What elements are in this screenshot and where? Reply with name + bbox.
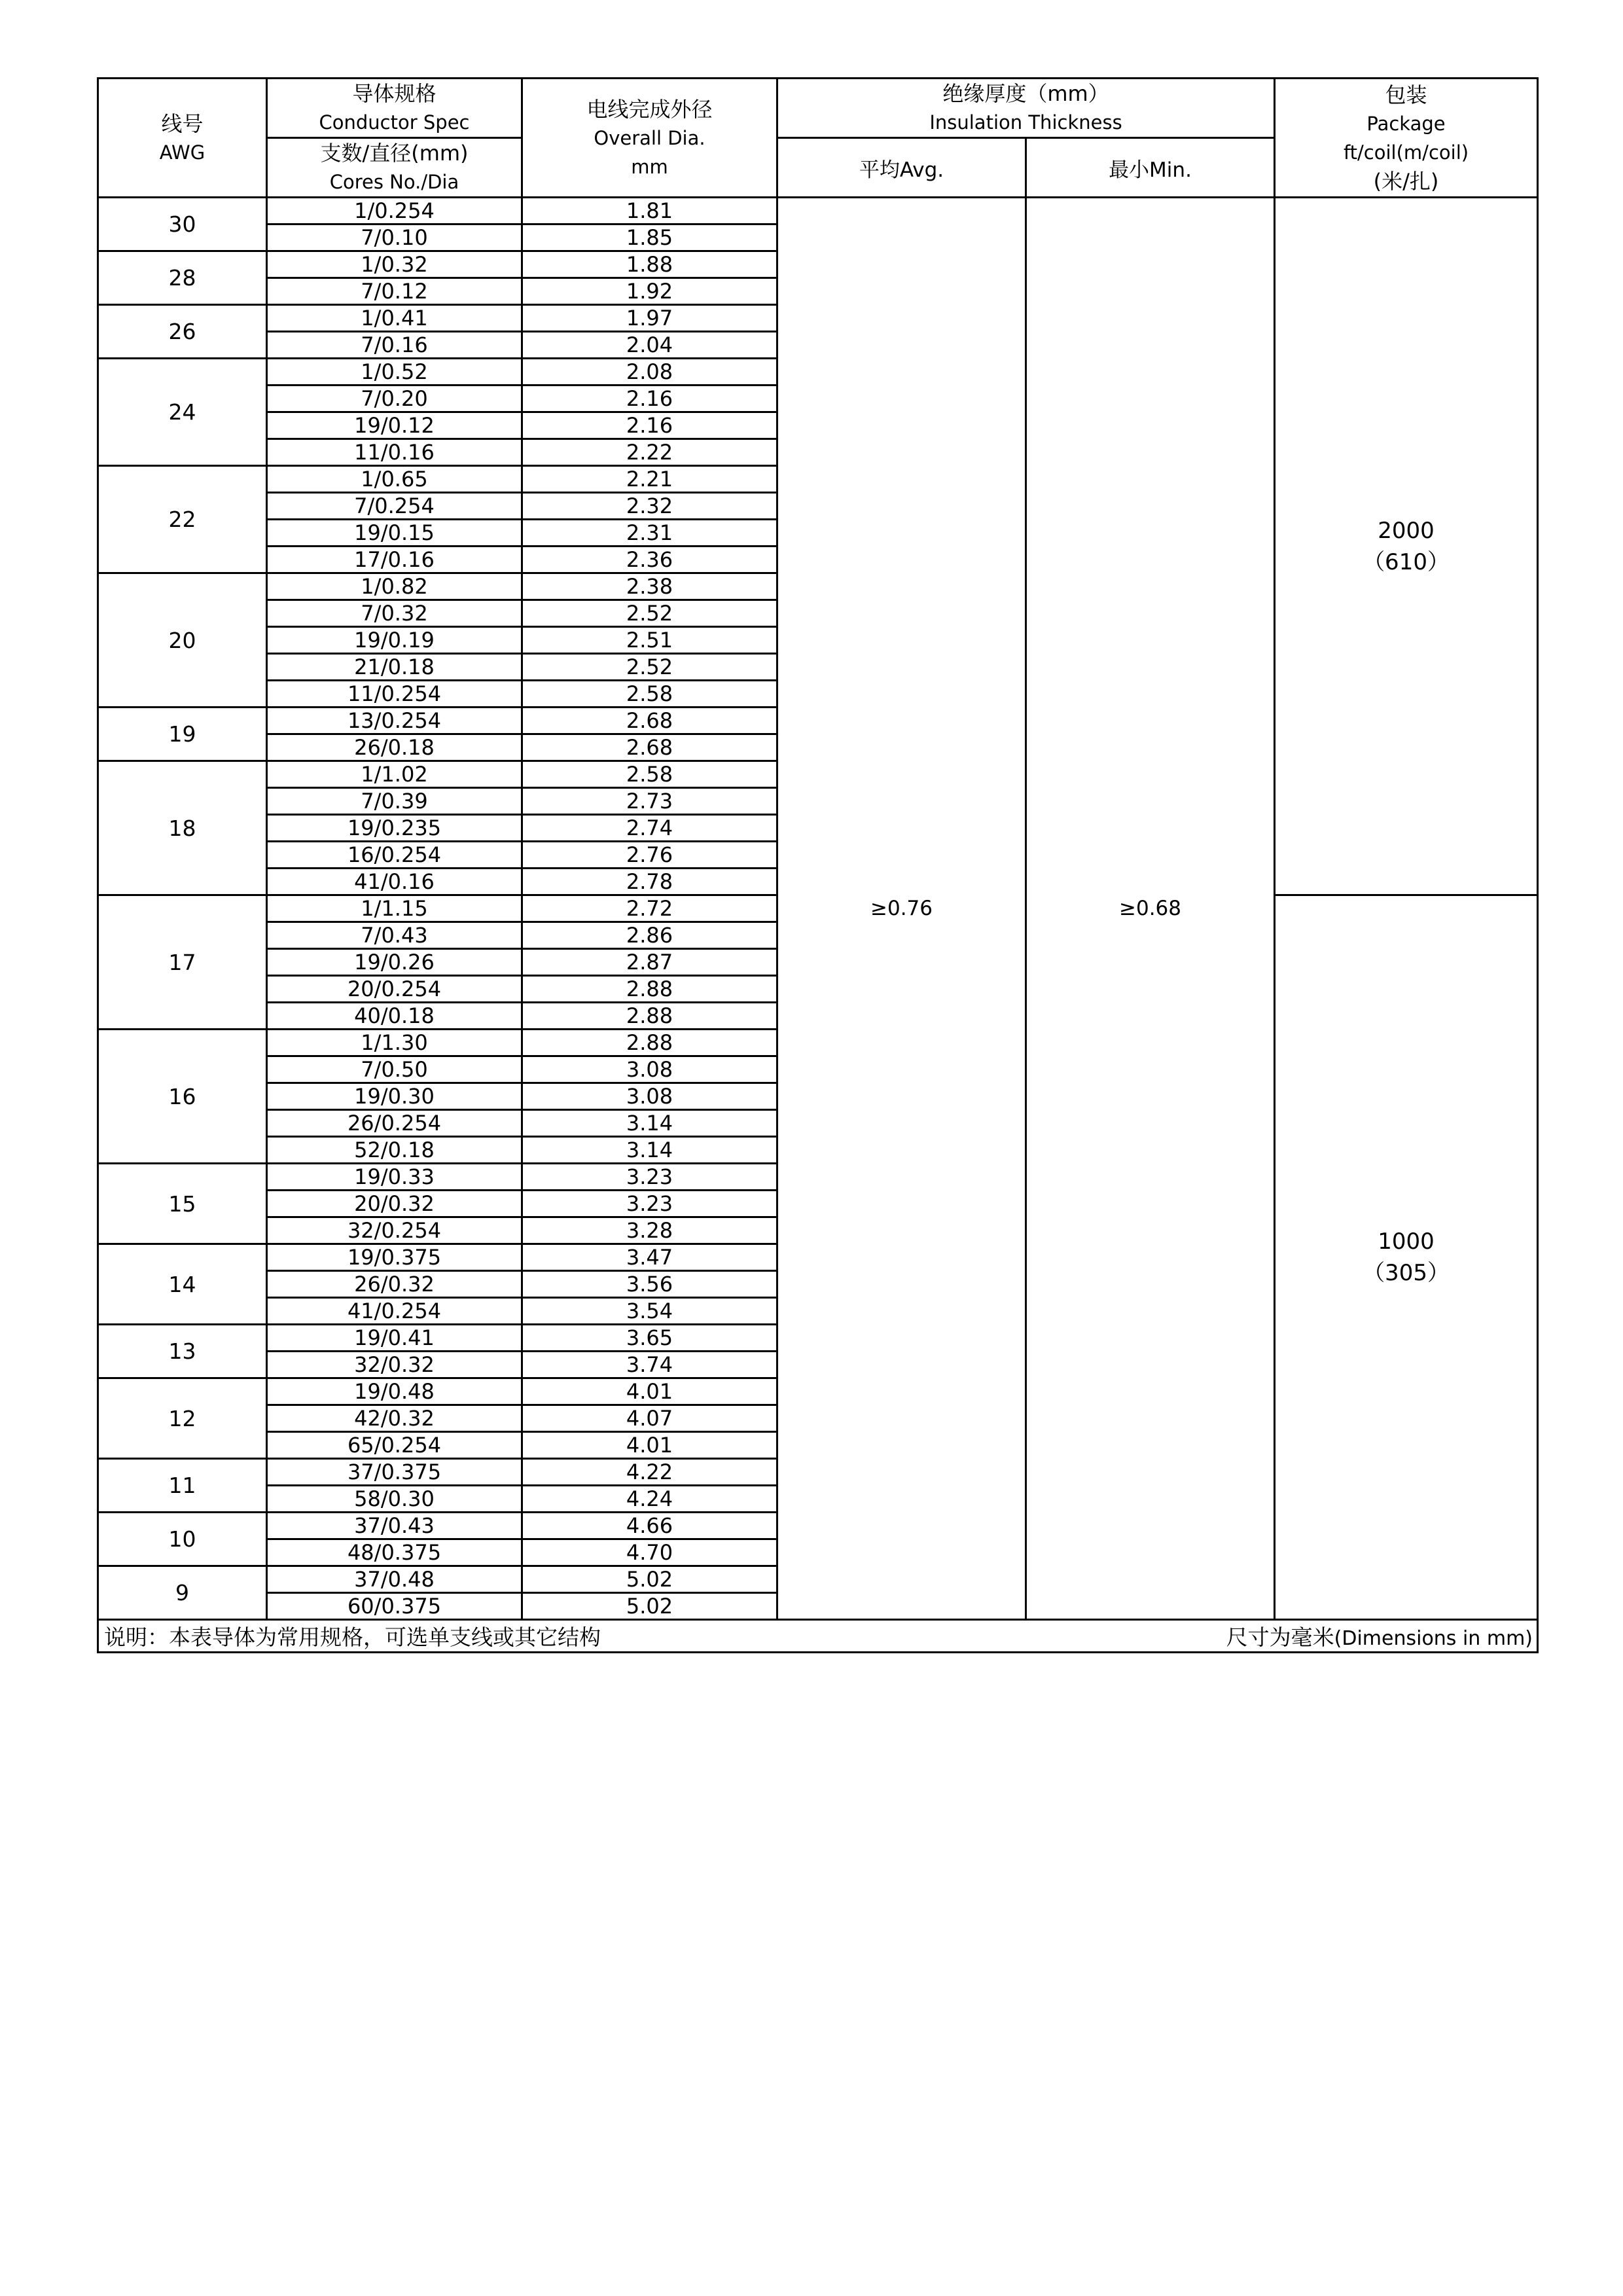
conductor-spec-cell: 19/0.375 — [267, 1244, 522, 1271]
overall-dia-cell: 1.85 — [522, 224, 777, 251]
conductor-spec-cell: 7/0.10 — [267, 224, 522, 251]
overall-dia-cell: 2.36 — [522, 547, 777, 573]
conductor-spec-cell: 19/0.30 — [267, 1083, 522, 1110]
conductor-spec-cell: 20/0.32 — [267, 1191, 522, 1217]
overall-dia-cell: 3.08 — [522, 1083, 777, 1110]
overall-dia-cell: 2.21 — [522, 466, 777, 493]
overall-dia-cell: 2.88 — [522, 1030, 777, 1056]
insulation-min-cell: ≥0.68 — [1026, 198, 1275, 1620]
overall-dia-cell: 4.01 — [522, 1378, 777, 1405]
spec-sheet — [97, 77, 1537, 1653]
awg-cell: 20 — [98, 573, 267, 708]
header-package-unit-zh: (米/扎) — [1373, 168, 1439, 194]
overall-dia-cell: 2.87 — [522, 949, 777, 976]
conductor-spec-cell: 7/0.43 — [267, 922, 522, 949]
overall-dia-cell: 3.47 — [522, 1244, 777, 1271]
conductor-spec-cell: 26/0.32 — [267, 1271, 522, 1298]
footer-dimensions-en: (Dimensions in mm) — [1334, 1627, 1533, 1650]
conductor-spec-cell: 1/1.15 — [267, 895, 522, 922]
overall-dia-cell: 2.76 — [522, 842, 777, 869]
header-awg-en: AWG — [159, 141, 205, 164]
conductor-spec-cell: 52/0.18 — [267, 1137, 522, 1164]
overall-dia-cell: 2.58 — [522, 761, 777, 788]
conductor-spec-cell: 42/0.32 — [267, 1405, 522, 1432]
overall-dia-cell: 3.28 — [522, 1217, 777, 1244]
overall-dia-cell: 4.01 — [522, 1432, 777, 1459]
awg-cell: 14 — [98, 1244, 267, 1325]
table-body — [98, 198, 1538, 1620]
conductor-spec-cell: 19/0.235 — [267, 815, 522, 842]
conductor-spec-cell: 11/0.254 — [267, 681, 522, 708]
overall-dia-cell: 2.68 — [522, 708, 777, 734]
awg-cell: 13 — [98, 1325, 267, 1378]
awg-cell: 28 — [98, 251, 267, 305]
awg-cell: 15 — [98, 1164, 267, 1244]
table-row — [98, 198, 1538, 224]
footer-dimensions — [1026, 1620, 1538, 1653]
conductor-spec-cell: 19/0.12 — [267, 412, 522, 439]
conductor-spec-cell: 7/0.50 — [267, 1056, 522, 1083]
overall-dia-cell: 2.31 — [522, 520, 777, 547]
awg-cell: 24 — [98, 359, 267, 466]
header-overall-en: Overall Dia. — [594, 126, 705, 149]
conductor-spec-cell: 32/0.254 — [267, 1217, 522, 1244]
conductor-spec-cell: 60/0.375 — [267, 1593, 522, 1620]
conductor-spec-cell: 17/0.16 — [267, 547, 522, 573]
overall-dia-cell: 2.58 — [522, 681, 777, 708]
header-overall-dia — [522, 79, 777, 198]
overall-dia-cell: 1.92 — [522, 278, 777, 305]
awg-cell: 19 — [98, 708, 267, 761]
conductor-spec-cell: 19/0.33 — [267, 1164, 522, 1191]
awg-cell: 11 — [98, 1459, 267, 1513]
header-insulation-zh: 绝缘厚度（mm） — [942, 81, 1109, 106]
overall-dia-cell: 2.68 — [522, 734, 777, 761]
package-m: （610） — [1363, 548, 1450, 575]
conductor-spec-cell: 1/1.30 — [267, 1030, 522, 1056]
header-awg — [98, 79, 267, 198]
conductor-spec-cell: 19/0.26 — [267, 949, 522, 976]
overall-dia-cell: 2.52 — [522, 600, 777, 627]
awg-cell: 10 — [98, 1513, 267, 1566]
conductor-spec-cell: 26/0.18 — [267, 734, 522, 761]
header-package-unit: ft/coil(m/coil) — [1343, 141, 1469, 164]
conductor-spec-cell: 48/0.375 — [267, 1539, 522, 1566]
conductor-spec-cell: 1/0.82 — [267, 573, 522, 600]
conductor-spec-cell: 7/0.254 — [267, 493, 522, 520]
overall-dia-cell: 5.02 — [522, 1593, 777, 1620]
header-cores-en: Cores No./Dia — [329, 171, 459, 193]
overall-dia-cell: 3.23 — [522, 1191, 777, 1217]
overall-dia-cell: 2.86 — [522, 922, 777, 949]
header-cores-zh: 支数/直径(mm) — [320, 141, 469, 166]
conductor-spec-cell: 1/0.41 — [267, 305, 522, 332]
overall-dia-cell: 1.81 — [522, 198, 777, 224]
header-conductor-zh: 导体规格 — [352, 81, 437, 106]
overall-dia-cell: 4.07 — [522, 1405, 777, 1432]
overall-dia-cell: 3.54 — [522, 1298, 777, 1325]
package-ft: 1000 — [1378, 1229, 1435, 1255]
overall-dia-cell: 2.74 — [522, 815, 777, 842]
awg-spec-table — [97, 77, 1539, 1653]
conductor-spec-cell: 13/0.254 — [267, 708, 522, 734]
package-cell — [1275, 198, 1538, 895]
overall-dia-cell: 2.32 — [522, 493, 777, 520]
conductor-spec-cell: 37/0.375 — [267, 1459, 522, 1486]
conductor-spec-cell: 41/0.254 — [267, 1298, 522, 1325]
conductor-spec-cell: 19/0.41 — [267, 1325, 522, 1352]
header-package-en: Package — [1366, 112, 1446, 135]
overall-dia-cell: 2.73 — [522, 788, 777, 815]
package-m: （305） — [1363, 1260, 1450, 1286]
conductor-spec-cell: 37/0.43 — [267, 1513, 522, 1539]
awg-cell: 30 — [98, 198, 267, 251]
awg-cell: 26 — [98, 305, 267, 359]
awg-cell: 16 — [98, 1030, 267, 1164]
awg-cell: 17 — [98, 895, 267, 1030]
overall-dia-cell: 4.24 — [522, 1486, 777, 1513]
header-min: 最小Min. — [1026, 138, 1275, 198]
overall-dia-cell: 2.08 — [522, 359, 777, 386]
footer-note: 说明：本表导体为常用规格，可选单支线或其它结构 — [98, 1620, 1026, 1653]
overall-dia-cell: 3.23 — [522, 1164, 777, 1191]
conductor-spec-cell: 19/0.19 — [267, 627, 522, 654]
header-insulation-en: Insulation Thickness — [929, 111, 1122, 134]
conductor-spec-cell: 1/0.52 — [267, 359, 522, 386]
header-package — [1275, 79, 1538, 198]
overall-dia-cell: 2.88 — [522, 1003, 777, 1030]
overall-dia-cell: 1.88 — [522, 251, 777, 278]
conductor-spec-cell: 19/0.48 — [267, 1378, 522, 1405]
overall-dia-cell: 3.14 — [522, 1110, 777, 1137]
conductor-spec-cell: 65/0.254 — [267, 1432, 522, 1459]
conductor-spec-cell: 11/0.16 — [267, 439, 522, 466]
conductor-spec-cell: 7/0.16 — [267, 332, 522, 359]
conductor-spec-cell: 7/0.32 — [267, 600, 522, 627]
overall-dia-cell: 3.65 — [522, 1325, 777, 1352]
conductor-spec-cell: 1/0.254 — [267, 198, 522, 224]
conductor-spec-cell: 7/0.20 — [267, 386, 522, 412]
overall-dia-cell: 2.72 — [522, 895, 777, 922]
overall-dia-cell: 2.52 — [522, 654, 777, 681]
overall-dia-cell: 3.14 — [522, 1137, 777, 1164]
overall-dia-cell: 2.16 — [522, 386, 777, 412]
overall-dia-cell: 2.51 — [522, 627, 777, 654]
package-ft: 2000 — [1378, 517, 1435, 544]
header-conductor — [267, 79, 522, 138]
header-conductor-en: Conductor Spec — [319, 111, 470, 134]
awg-cell: 22 — [98, 466, 267, 573]
overall-dia-cell: 4.66 — [522, 1513, 777, 1539]
overall-dia-cell: 2.38 — [522, 573, 777, 600]
conductor-spec-cell: 20/0.254 — [267, 976, 522, 1003]
header-package-zh: 包装 — [1385, 82, 1427, 107]
awg-cell: 9 — [98, 1566, 267, 1620]
overall-dia-cell: 3.56 — [522, 1271, 777, 1298]
awg-cell: 18 — [98, 761, 267, 895]
overall-dia-cell: 2.78 — [522, 869, 777, 895]
awg-cell: 12 — [98, 1378, 267, 1459]
conductor-spec-cell: 1/1.02 — [267, 761, 522, 788]
footer-dimensions-zh: 尺寸为毫米 — [1226, 1624, 1334, 1650]
overall-dia-cell: 4.22 — [522, 1459, 777, 1486]
conductor-spec-cell: 32/0.32 — [267, 1352, 522, 1378]
conductor-spec-cell: 1/0.65 — [267, 466, 522, 493]
conductor-spec-cell: 41/0.16 — [267, 869, 522, 895]
header-insulation — [777, 79, 1275, 138]
overall-dia-cell: 2.16 — [522, 412, 777, 439]
package-cell — [1275, 895, 1538, 1620]
conductor-spec-cell: 37/0.48 — [267, 1566, 522, 1593]
header-overall-unit: mm — [631, 155, 668, 178]
header-avg: 平均Avg. — [777, 138, 1026, 198]
overall-dia-cell: 5.02 — [522, 1566, 777, 1593]
overall-dia-cell: 1.97 — [522, 305, 777, 332]
conductor-spec-cell: 1/0.32 — [267, 251, 522, 278]
overall-dia-cell: 3.08 — [522, 1056, 777, 1083]
conductor-spec-cell: 19/0.15 — [267, 520, 522, 547]
overall-dia-cell: 2.22 — [522, 439, 777, 466]
conductor-spec-cell: 26/0.254 — [267, 1110, 522, 1137]
overall-dia-cell: 4.70 — [522, 1539, 777, 1566]
header-awg-zh: 线号 — [161, 111, 204, 136]
overall-dia-cell: 3.74 — [522, 1352, 777, 1378]
conductor-spec-cell: 40/0.18 — [267, 1003, 522, 1030]
header-cores — [267, 138, 522, 198]
conductor-spec-cell: 7/0.39 — [267, 788, 522, 815]
insulation-avg-cell: ≥0.76 — [777, 198, 1026, 1620]
overall-dia-cell: 2.04 — [522, 332, 777, 359]
conductor-spec-cell: 7/0.12 — [267, 278, 522, 305]
conductor-spec-cell: 58/0.30 — [267, 1486, 522, 1513]
overall-dia-cell: 2.88 — [522, 976, 777, 1003]
header-overall-zh: 电线完成外径 — [586, 96, 713, 122]
conductor-spec-cell: 16/0.254 — [267, 842, 522, 869]
conductor-spec-cell: 21/0.18 — [267, 654, 522, 681]
